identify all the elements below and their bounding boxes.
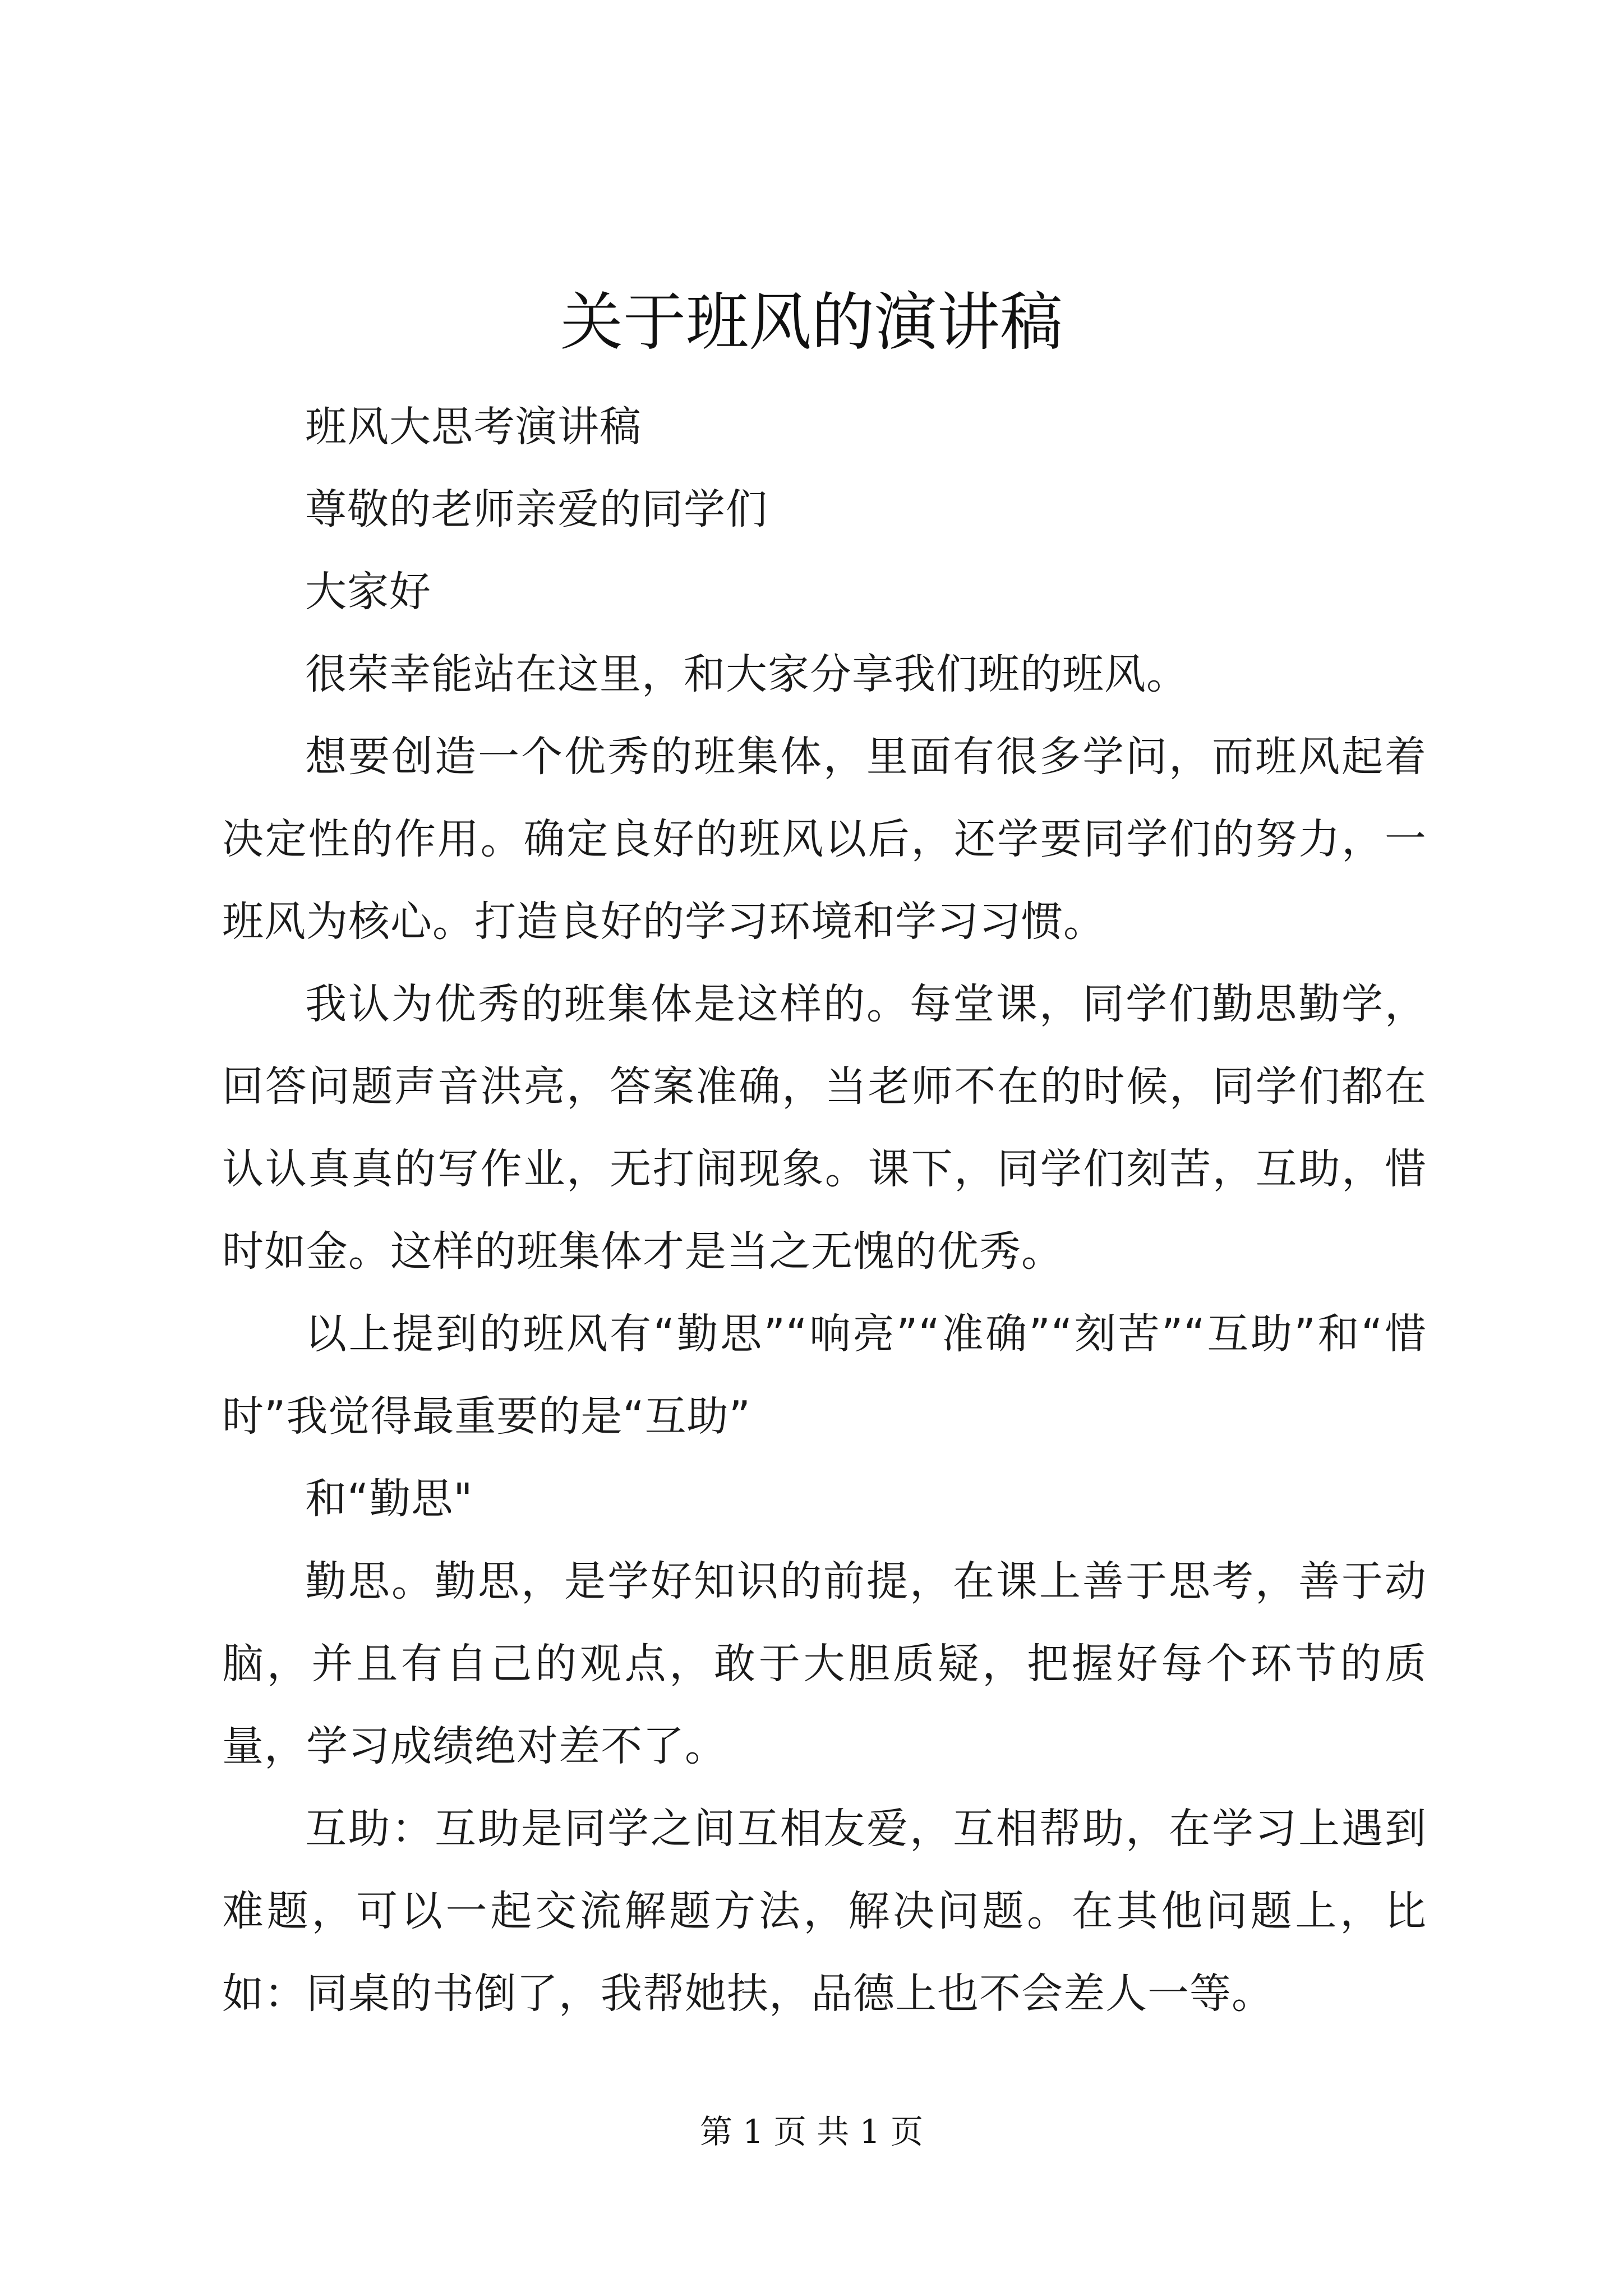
paragraph-intro: 很荣幸能站在这里，和大家分享我们班的班风。 [305,650,1188,698]
paragraph-excellent-class: 我认为优秀的班集体是这样的。每堂课，同学们勤思勤学，回答问题声音洪亮，答案准确，当老师不在的时候，同学们都在认认真真的写作业，无打闹现象。课下，同学们刻苦，互助，惜时如金。这样的班集体才是当之无愧的优秀。 [222,980,1427,1276]
page-number-footer: 第 1 页 共 1 页 [700,2113,923,2151]
paragraph-speech-heading: 班风大思考演讲稿 [305,403,642,451]
paragraph-salutation: 尊敬的老师亲爱的同学们 [305,485,768,533]
paragraph-key-qualities-continued: 和“勤思" [305,1475,473,1523]
document-body [222,386,1427,2035]
paragraph-class-spirit-role: 想要创造一个优秀的班集体，里面有很多学问，而班风起着决定性的作用。确定良好的班风以后，还学要同学们的努力，一班风为核心。打造良好的学习环境和学习习惯。 [222,733,1427,946]
paragraph-mutual-help: 互助：互助是同学之间互相友爱，互相帮助，在学习上遇到难题，可以一起交流解题方法，解决问题。在其他问题上，比如：同桌的书倒了，我帮她扶，品德上也不会差人一等。 [222,1805,1427,2018]
paragraph-greeting: 大家好 [305,568,431,616]
paragraph-diligent-thinking: 勤思。勤思，是学好知识的前提，在课上善于思考，善于动脑，并且有自己的观点，敢于大胆质疑，把握好每个环节的质量，学习成绩绝对差不了。 [222,1557,1427,1770]
paragraph-key-qualities: 以上提到的班风有“勤思”“响亮”“准确”“刻苦”“互助”和“惜时”我觉得最重要的是“互助” [222,1310,1427,1441]
document-title: 关于班风的演讲稿 [560,286,1063,359]
